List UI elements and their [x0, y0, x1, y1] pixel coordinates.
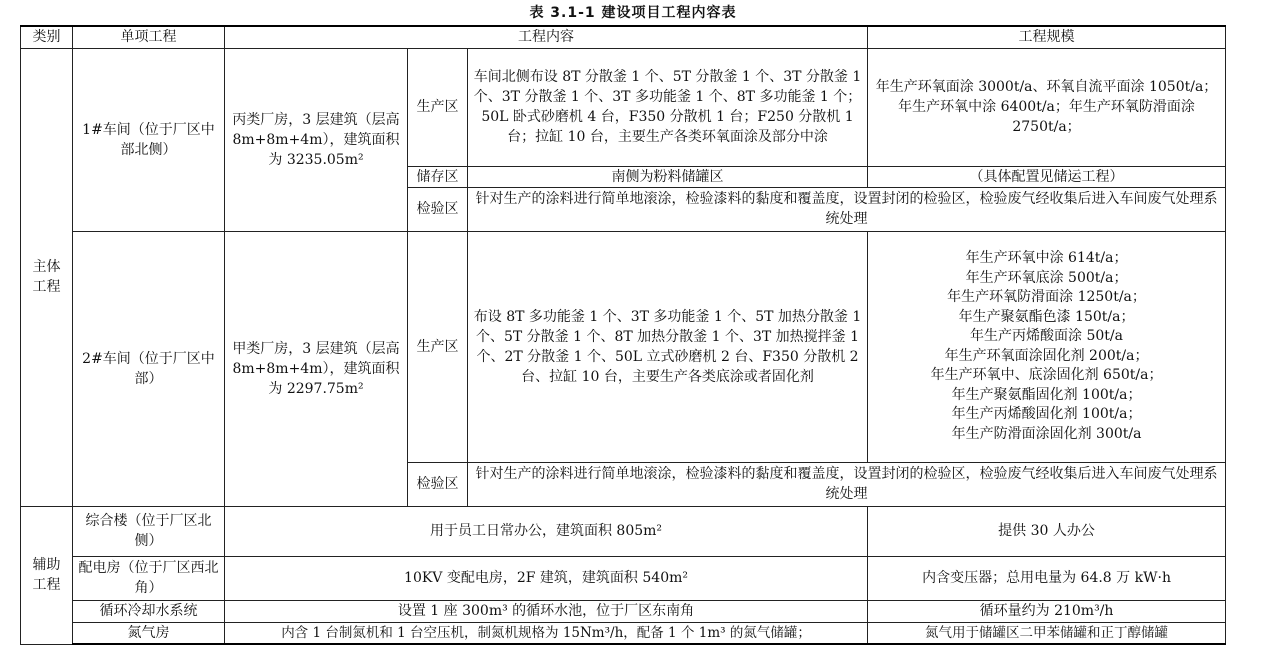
table-row	[21, 600, 1226, 622]
scale-line: 年生产环氧防滑面涂 1250t/a；	[947, 289, 1146, 305]
category-auxiliary: 辅助 工程	[21, 506, 73, 644]
table-row	[21, 556, 1226, 600]
workshop2-production-content: 布设 8T 多功能釜 1 个、3T 多功能釜 1 个、5T 加热分散釜 1 个、5T 分散釜 1 个、8T 加热分散釜 1 个、3T 加热搅拌釜 1 个、2T 分散釜 1 个、50L 立式砂磨机 2 台、F350 分散机 2 台、拉缸 10 台，主要生产各类底涂或者固化剂	[468, 231, 868, 462]
scale-line: 年生产聚氨酯固化剂 100t/a；	[951, 386, 1142, 403]
header-content: 工程内容	[225, 26, 868, 48]
scale-line: 年生产聚氨酯色漆 150t/a；	[958, 308, 1135, 325]
workshop1-storage-content: 南侧为粉料储罐区	[468, 166, 868, 187]
workshop1-name: 1#车间（位于厂区中部北侧）	[73, 48, 225, 231]
workshop2-production-scale	[868, 231, 1226, 462]
table-row	[21, 506, 1226, 556]
scale-line: 年生产环氧中、底涂固化剂 650t/a；	[930, 367, 1163, 383]
table-row	[21, 231, 1226, 462]
aux-content: 设置 1 座 300m³ 的循环水池，位于厂区东南角	[225, 600, 868, 622]
workshop2-production-area: 生产区	[408, 231, 468, 462]
aux-name: 配电房（位于厂区西北角）	[73, 556, 225, 600]
workshop2-inspection-area: 检验区	[408, 462, 468, 506]
scale-line: 年生产丙烯酸固化剂 100t/a；	[951, 406, 1142, 422]
workshop1-production-area: 生产区	[408, 48, 468, 166]
aux-content: 用于员工日常办公，建筑面积 805m²	[225, 506, 868, 556]
aux-content: 内含 1 台制氮机和 1 台空压机，制氮机规格为 15Nm³/h，配备 1 个 1m³ 的氮气储罐；	[225, 622, 868, 644]
scale-line: 年生产防滑面涂固化剂 300t/a	[951, 425, 1142, 442]
workshop1-inspection-area: 检验区	[408, 187, 468, 231]
workshop2-inspection-content: 针对生产的涂料进行简单地滚涂，检验漆料的黏度和覆盖度，设置封闭的检验区，检验废气经收集后进入车间废气处理系统处理	[468, 462, 1226, 506]
engineering-content-table	[20, 25, 1226, 645]
workshop1-storage-scale: （具体配置见储运工程）	[868, 166, 1226, 187]
aux-name: 氮气房	[73, 622, 225, 644]
workshop1-production-scale: 年生产环氧面涂 3000t/a、环氧自流平面涂 1050t/a；年生产环氧中涂 6400t/a；年生产环氧防滑面涂 2750t/a；	[868, 48, 1226, 166]
aux-scale: 氮气用于储罐区二甲苯储罐和正丁醇储罐	[868, 622, 1226, 644]
scale-line: 年生产环氧中涂 614t/a；	[965, 250, 1128, 266]
workshop1-storage-area: 储存区	[408, 166, 468, 187]
workshop1-production-content: 车间北侧布设 8T 分散釜 1 个、5T 分散釜 1 个、3T 分散釜 1 个、3T 分散釜 1 个、3T 多功能釜 1 个、8T 多功能釜 1 个；50L 卧式砂磨机 4 台，F350 分散机 1 台；F250 分散机 1 台；拉缸 10 台，主要生产各类环氧面涂及部分中涂	[468, 48, 868, 166]
scale-line: 年生产环氧面涂固化剂 200t/a；	[944, 347, 1149, 364]
aux-content: 10KV 变配电房，2F 建筑，建筑面积 540m²	[225, 556, 868, 600]
aux-scale: 内含变压器；总用电量为 64.8 万 kW·h	[868, 556, 1226, 600]
workshop2-building: 甲类厂房，3 层建筑（层高 8m+8m+4m），建筑面积为 2297.75m²	[225, 231, 408, 506]
aux-scale: 提供 30 人办公	[868, 506, 1226, 556]
aux-scale: 循环量约为 210m³/h	[868, 600, 1226, 622]
aux-name: 循环冷却水系统	[73, 600, 225, 622]
workshop1-building: 丙类厂房，3 层建筑（层高 8m+8m+4m），建筑面积为 3235.05m²	[225, 48, 408, 231]
table-row	[21, 48, 1226, 166]
workshop2-name: 2#车间（位于厂区中部）	[73, 231, 225, 506]
scale-line: 年生产丙烯酸面涂 50t/a	[970, 328, 1124, 344]
workshop1-inspection-content: 针对生产的涂料进行简单地滚涂，检验漆料的黏度和覆盖度，设置封闭的检验区，检验废气经收集后进入车间废气处理系统处理	[468, 187, 1226, 231]
table-caption: 表 3.1-1 建设项目工程内容表	[529, 5, 737, 21]
header-row	[21, 26, 1226, 48]
table-row	[21, 622, 1226, 644]
category-main: 主体 工程	[21, 48, 73, 506]
aux-name: 综合楼（位于厂区北侧）	[73, 506, 225, 556]
header-scale: 工程规模	[868, 26, 1226, 48]
header-item: 单项工程	[73, 26, 225, 48]
header-category: 类别	[21, 26, 73, 48]
scale-line: 年生产环氧底涂 500t/a；	[965, 269, 1128, 286]
